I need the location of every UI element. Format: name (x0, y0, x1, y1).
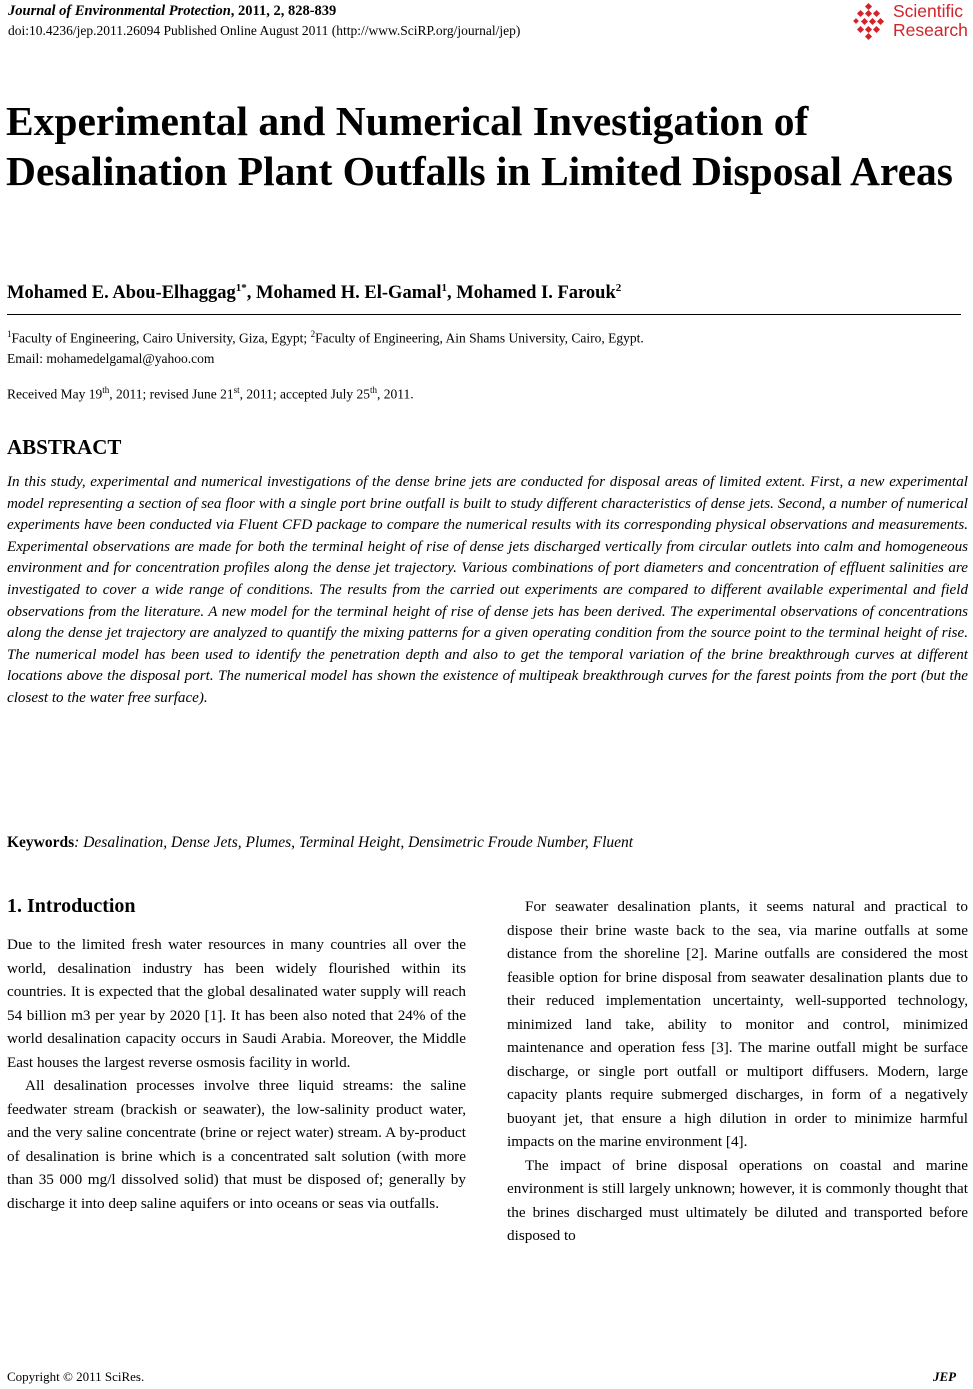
paper-title: Experimental and Numerical Investigation of Desalination Plant Outfalls in Limited Disposal Areas (6, 98, 953, 194)
footer-copyright: Copyright © 2011 SciRes. (7, 1369, 145, 1384)
abstract-text: In this study, experimental and numerical investigations of the dense brine jets are conducted for disposal areas of limited extent. First, a new experimental model representing a section of sea floor with a single port brine outfall is built to study different characteristics of dense jets. Second, a number of numerical experiments have been conducted via Fluent CFD package to compare the numerical results with its corresponding physical observations and measurements. Experimental observations are made for both the terminal height of rise of dense jets discharged vertically from circular outlets into calm and homogeneous environment and for concentration profiles along the dense jet trajectory. Various combinations of port diameters and concentration of effluent salinities are investigated to cover a wide range of conditions. The results from the carried out experiments are compared to different available experimental and field observations from the literature. A new model for the terminal height of rise of dense jets has been derived. The experimental observations of concentrations along the dense jet trajectory are analyzed to quantify the mixing patterns for a given operating condition from the source point to the terminal height of rise. The numerical model has been used to identify the penetration depth and also to get the temporal variation of the brine breakthrough curves at different locations above the disposal port. The numerical model has shown the existence of multipeak breakthrough curves for the farest points from the port (but the closest to the water free surface). (7, 474, 968, 706)
author-3: Mohamed I. Farouk (456, 283, 616, 304)
left-column (7, 933, 466, 1215)
affil-1: Faculty of Engineering, Cairo University, Giza, Egypt; (11, 330, 311, 346)
journal-name: Journal of Environmental Protection (8, 3, 231, 19)
affil-marker-1: 1 (7, 329, 12, 339)
author-2-affil: 1 (441, 282, 447, 294)
paragraph: All desalination processes involve three liquid streams: the saline feedwater stream (brackish or seawater), the low-salinity product water, and the very saline concentrate (brine or reject water) stream. A by-product of desalination is brine which is a concentrated salt solution (with more than 35 000 mg/l dissolved solid) that must be disposed of; generally by discharge it into deep saline aquifers or into oceans or seas via outfalls. (7, 1077, 466, 1212)
author-2: Mohamed H. El-Gamal (255, 283, 442, 304)
keywords-list: : Desalination, Dense Jets, Plumes, Terminal Height, Densimetric Froude Number, Fluent (74, 834, 634, 851)
received-text: Received May 19 (7, 386, 103, 402)
logo-text (893, 2, 968, 40)
abstract-heading: ABSTRACT (7, 435, 122, 459)
paragraph: For seawater desalination plants, it seems natural and practical to dispose their brine waste back to the sea, via marine outfalls at some distance from the shoreline [2]. Marine outfalls are considered the most feasible option for brine disposal from seawater desalination plants due to their reduced implementation uncertainty, well-supported technology, minimized land take, ability to monitor and control, minimized maintenance and operation fess [3]. The marine outfall might be surface discharge, or single port outfall or multiport diffusers. Modern, large capacity plants require submerged discharges, in form of a negatively buoyant jet, that ensure a high dilution in order to minimize harmful impacts on the marine environment [4]. (507, 898, 968, 1150)
affiliation-line (7, 324, 644, 349)
year-text: , 2011. (376, 386, 414, 402)
affiliations (7, 324, 644, 369)
logo-line-2: Research (893, 20, 968, 40)
logo-line-1: Scientific (893, 1, 964, 21)
accepted-text: , 2011; accepted July 25 (239, 386, 370, 402)
paragraph: The impact of brine disposal operations on coastal and marine environment is still largely unknown; however, it is commonly thought that the brines discharged must ultimately be diluted and transported before disposed to (507, 1156, 968, 1244)
keywords-label: Keywords (7, 834, 75, 851)
affil-marker-2: 2 (310, 329, 316, 339)
author-1: Mohamed E. Abou-Elhaggag (7, 283, 236, 304)
email-line: Email: mohamedelgamal@yahoo.com (7, 350, 215, 366)
ordinal: th (369, 385, 377, 395)
keywords (7, 834, 633, 852)
doi-line: doi:10.4236/jep.2011.26094 Published Online August 2011 (http://www.SciRP.org/journal/jep) (8, 23, 521, 38)
affil-2: Faculty of Engineering, Ain Shams University, Cairo, Egypt. (315, 330, 644, 346)
paragraph: Due to the limited fresh water resources in many countries all over the world, desalination industry has been widely flourished within its countries. It is expected that the global desalinated water supply will reach 54 billion m3 per year by 2020 [1]. It has been also noted that 24% of the world desalination capacity occurs in Saudi Arabia. Moreover, the Middle East houses the largest reverse osmosis facility in world. (7, 936, 466, 1071)
ordinal: st (233, 385, 240, 395)
author-1-affil: 1* (235, 282, 247, 294)
author-list (7, 282, 621, 304)
section-heading-introduction: 1. Introduction (7, 895, 136, 917)
ordinal: th (102, 385, 110, 395)
header-divider (7, 314, 961, 315)
revised-text: , 2011; revised June 21 (109, 386, 234, 402)
journal-citation (8, 3, 336, 20)
journal-issue: , 2011, 2, 828-839 (230, 3, 337, 19)
author-separator: , (246, 283, 256, 304)
received-dates (7, 385, 414, 403)
author-separator: , (447, 283, 457, 304)
footer-journal-abbr: JEP (933, 1369, 957, 1384)
author-3-affil: 2 (615, 282, 622, 294)
right-column (507, 895, 968, 1248)
